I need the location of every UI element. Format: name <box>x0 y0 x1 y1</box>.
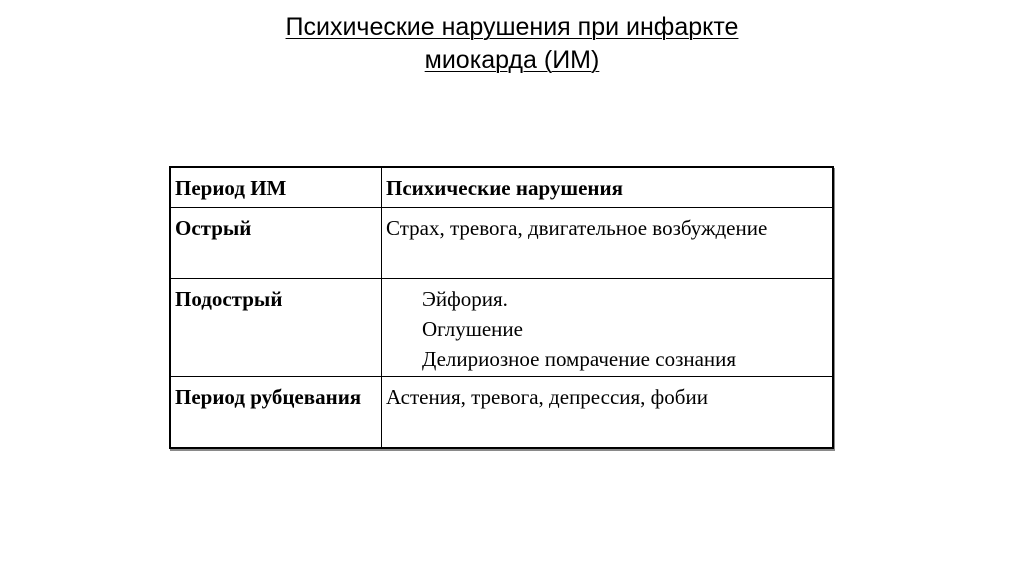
disorders-cell-subacute <box>382 279 834 377</box>
period-cell-scarring: Период рубцевания <box>170 377 382 449</box>
list-item: Эйфория. <box>422 287 508 311</box>
table-header-row <box>170 167 833 208</box>
header-period: Период ИМ <box>170 167 382 208</box>
period-cell-subacute: Подострый <box>170 279 382 377</box>
header-disorders: Психические нарушения <box>382 167 834 208</box>
table-row <box>170 208 833 279</box>
list-item: Оглушение <box>422 317 523 341</box>
slide-title-line-2: миокарда (ИМ) <box>424 46 600 74</box>
list-item: Делириозное помрачение сознания <box>422 347 737 371</box>
disorders-table <box>169 166 834 449</box>
disorders-list <box>386 284 829 374</box>
disorders-cell-scarring: Астения, тревога, депрессия, фобии <box>382 377 834 449</box>
period-cell-acute: Острый <box>170 208 382 279</box>
table-row <box>170 279 833 377</box>
slide-title-line-1: Психические нарушения при инфаркте <box>285 13 739 41</box>
table-row <box>170 377 833 449</box>
slide-title <box>0 11 1024 77</box>
disorders-cell-acute: Страх, тревога, двигательное возбуждение <box>382 208 834 279</box>
